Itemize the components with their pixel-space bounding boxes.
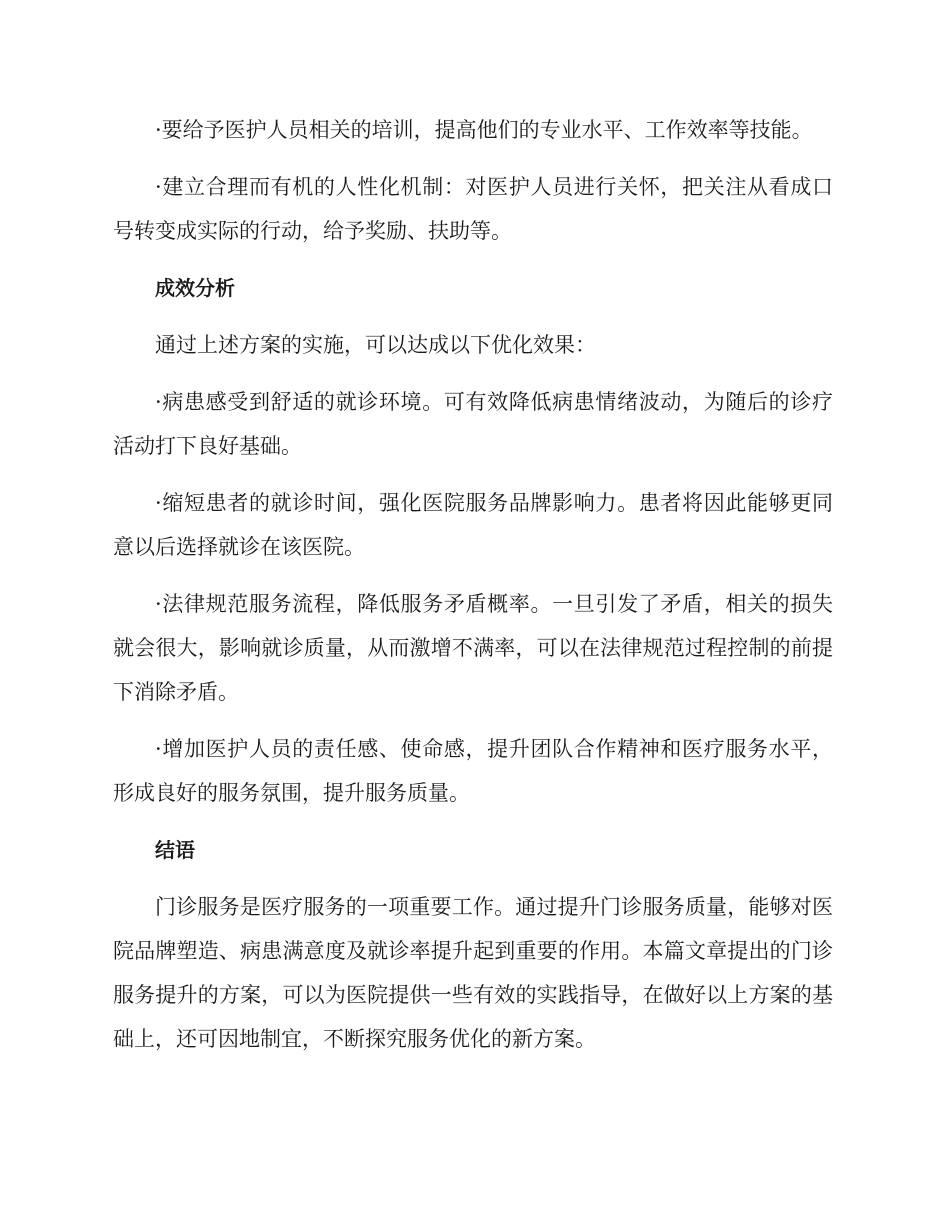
effect-bullet-time: ·缩短患者的就诊时间，强化医院服务品牌影响力。患者将因此能够更同意以后选择就诊在该医院。 <box>113 491 833 559</box>
bullet-training: ·要给予医护人员相关的培训，提高他们的专业水平、工作效率等技能。 <box>155 118 813 142</box>
document-body <box>113 108 833 1074</box>
bullet-humanized-mechanism: ·建立合理而有机的人性化机制：对医护人员进行关怀，把关注从看成口号转变成实际的行动，给予奖励、扶助等。 <box>113 175 833 243</box>
effect-bullet-environment: ·病患感受到舒适的就诊环境。可有效降低病患情绪波动，为随后的诊疗活动打下良好基础。 <box>113 390 833 458</box>
conclusion-body: 门诊服务是医疗服务的一项重要工作。通过提升门诊服务质量，能够对医院品牌塑造、病患满意度及就诊率提升起到重要的作用。本篇文章提出的门诊服务提升的方案，可以为医院提供一些有效的实践指导，在做好以上方案的基础上，还可因地制宜，不断探究服务优化的新方案。 <box>113 895 833 1051</box>
section-heading-conclusion: 结语 <box>155 838 195 862</box>
effect-intro: 通过上述方案的实施，可以达成以下优化效果： <box>155 333 596 357</box>
effect-bullet-legal: ·法律规范服务流程，降低服务矛盾概率。一旦引发了矛盾，相关的损失就会很大，影响就诊质量，从而激增不满率，可以在法律规范过程控制的前提下消除矛盾。 <box>113 592 833 704</box>
effect-bullet-responsibility: ·增加医护人员的责任感、使命感，提升团队合作精神和医疗服务水平，形成良好的服务氛围，提升服务质量。 <box>113 737 833 805</box>
section-heading-effect-analysis: 成效分析 <box>155 276 235 300</box>
